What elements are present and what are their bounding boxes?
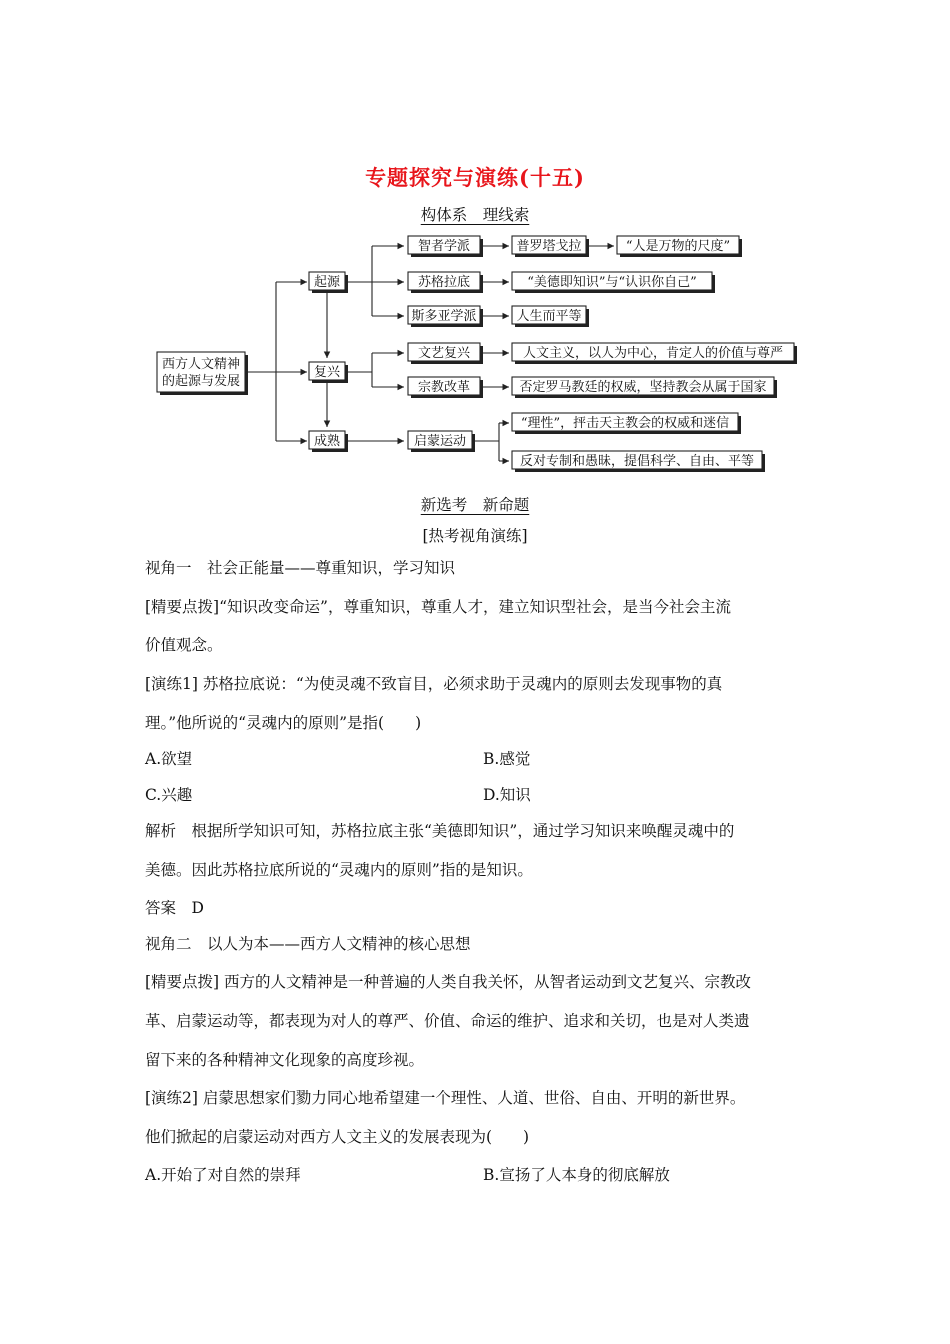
q1-option-c: C.兴趣 <box>145 786 193 804</box>
event-renaissance-label: 文艺复兴 <box>417 346 471 361</box>
diagram-root-line1: 西方人文精神 <box>161 357 241 372</box>
q1-option-b: B.感觉 <box>483 750 531 768</box>
q2-option-b: B.宣扬了人本身的彻底解放 <box>483 1166 670 1184</box>
event-enlightenment-label: 启蒙运动 <box>413 434 467 449</box>
stage-origin-label: 起源 <box>313 275 341 290</box>
stage-revival-label: 复兴 <box>313 365 341 380</box>
idea-freedom-label: 反对专制和愚昧，提倡科学、自由、平等 <box>519 454 755 469</box>
answer-line: 答案 D <box>145 899 204 917</box>
section-heading-new-questions: 新选考 新命题 <box>420 496 530 514</box>
idea-equality-label: 人生而平等 <box>516 309 582 324</box>
paragraph-line: [精要点拨] 西方的人文精神是一种普遍的人类自我关怀，从智者运动到文艺复兴、宗教改 <box>145 973 752 991</box>
paragraph-line: 价值观念。 <box>145 636 223 654</box>
idea-measure-label: “人是万物的尺度” <box>625 239 731 254</box>
concept-diagram <box>0 0 950 480</box>
section-heading-framework: 构体系 理线索 <box>420 206 530 224</box>
paragraph-line: 留下来的各种精神文化现象的高度珍视。 <box>145 1051 425 1069</box>
question-2-line: 他们掀起的启蒙运动对西方人文主义的发展表现为( ) <box>145 1128 530 1146</box>
diagram-root-line2: 的起源与发展 <box>161 374 241 389</box>
paragraph-line: [精要点拨]“知识改变命运”，尊重知识，尊重人才，建立知识型社会，是当今社会主流 <box>145 598 731 616</box>
school-sophists-label: 智者学派 <box>417 239 471 254</box>
idea-church-label: 否定罗马教廷的权威，坚持教会从属于国家 <box>519 380 767 395</box>
question-1-line: [演练1] 苏格拉底说：“为使灵魂不致盲目，必须求助于灵魂内的原则去发现事物的真 <box>145 675 723 693</box>
idea-reason-label: “理性”，抨击天主教会的权威和迷信 <box>520 416 730 431</box>
idea-humanism-label: 人文主义，以人为中心，肯定人的价值与尊严 <box>522 346 784 361</box>
paragraph-line: 革、启蒙运动等，都表现为对人的尊严、价值、命运的维护、追求和关切，也是对人类遗 <box>145 1012 750 1030</box>
question-2-line: [演练2] 启蒙思想家们勠力同心地希望建一个理性、人道、世俗、自由、开明的新世界。 <box>145 1089 746 1107</box>
page-title: 专题探究与演练(十五) <box>365 165 585 190</box>
subheading-practice: [热考视角演练] <box>422 527 528 545</box>
school-stoics-label: 斯多亚学派 <box>411 309 477 324</box>
q1-option-d: D.知识 <box>483 786 531 804</box>
viewpoint-1-heading: 视角一 社会正能量——尊重知识，学习知识 <box>145 559 456 577</box>
viewpoint-2-heading: 视角二 以人为本——西方人文精神的核心思想 <box>145 935 471 953</box>
school-socrates-label: 苏格拉底 <box>417 275 471 290</box>
stage-mature-label: 成熟 <box>313 434 341 449</box>
person-protagoras-label: 普罗塔戈拉 <box>516 239 582 254</box>
analysis-line: 美德。因此苏格拉底所说的“灵魂内的原则”指的是知识。 <box>145 861 533 879</box>
idea-virtue-label: “美德即知识”与“认识你自己” <box>527 275 697 290</box>
q1-option-a: A.欲望 <box>145 750 193 768</box>
analysis-line: 解析 根据所学知识可知，苏格拉底主张“美德即知识”，通过学习知识来唤醒灵魂中的 <box>145 822 735 840</box>
question-1-line: 理。”他所说的“灵魂内的原则”是指( ) <box>145 714 422 732</box>
q2-option-a: A.开始了对自然的崇拜 <box>145 1166 301 1184</box>
event-reformation-label: 宗教改革 <box>417 380 471 395</box>
